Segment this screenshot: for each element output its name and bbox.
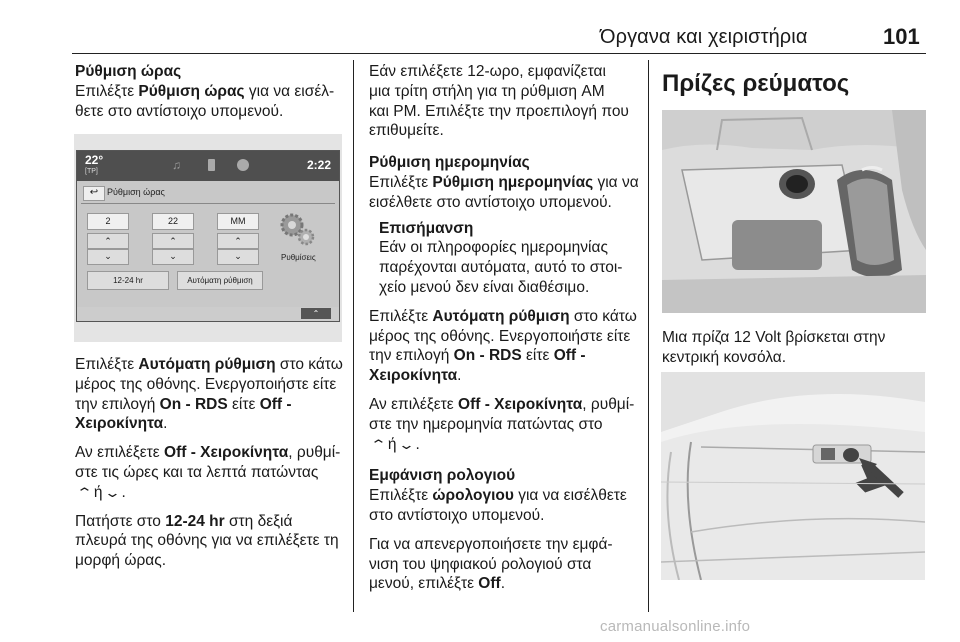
ampm-up-button[interactable] bbox=[217, 233, 259, 249]
chevron-down-icon: ⌄ bbox=[234, 251, 242, 261]
screen-bottom-bar bbox=[77, 307, 339, 321]
chevron-up-icon: ⌃ bbox=[312, 309, 320, 318]
screen-top-bar bbox=[77, 151, 339, 181]
paragraph: Επιλέξτε ώρολογιου για να εισέλθετε στο αντίστοιχο υπομενού. bbox=[369, 487, 627, 524]
note-box bbox=[369, 219, 644, 298]
figure-time-setting-screen bbox=[74, 134, 342, 342]
paragraph: Επιλέξτε Ρύθμιση ώρας για να εισέλ- θετε στο αντίστοιχο υπομενού. bbox=[75, 82, 335, 120]
column-divider bbox=[648, 60, 649, 612]
heading-date-setting: Ρύθμιση ημερομηνίας bbox=[369, 154, 530, 172]
column-divider bbox=[353, 60, 354, 612]
clock-display: 2:22 bbox=[306, 158, 331, 172]
chevron-down-icon: ⌄ bbox=[397, 436, 415, 452]
figure-trunk-outlet bbox=[661, 372, 925, 580]
screen-subtitle: Ρύθμιση ώρας bbox=[107, 187, 165, 197]
column-1-top bbox=[75, 62, 345, 121]
paragraph: Επιλέξτε Ρύθμιση ημερομηνίας για να εισέλθετε στο αντίστοιχο υπομενού. bbox=[369, 173, 639, 211]
note-text: Εάν οι πληροφορίες ημερομηνίας παρέχονται αυτόματα, αυτό το στοι- χείο μενού δεν είναι διαθέσιμο. bbox=[379, 239, 623, 296]
hour-down-button[interactable] bbox=[87, 249, 129, 265]
paragraph: Επιλέξτε Αυτόματη ρύθμιση στο κάτω μέρος της οθόνης. Ενεργοποιήστε είτε την επιλογή On - RDS είτε Off - Χειροκίνητα. bbox=[369, 307, 637, 385]
hour-up-button[interactable] bbox=[87, 233, 129, 249]
hour-value: 2 bbox=[87, 213, 129, 230]
chevron-up-icon: ⌃ bbox=[369, 436, 388, 452]
page-number: 101 bbox=[883, 24, 920, 49]
chevron-down-icon: ⌄ bbox=[104, 251, 112, 261]
paragraph: Αν επιλέξετε Off - Χειροκίνητα, ρυθμί- στε τις ώρες και τα λεπτά πατώντας ⌃ή⌄. bbox=[75, 444, 341, 501]
paragraph: Μια πρίζα 12 Volt βρίσκεται στην κεντρική κονσόλα. bbox=[662, 329, 886, 366]
column-2 bbox=[369, 62, 644, 594]
ampm-value: MM bbox=[217, 213, 259, 230]
header-rule bbox=[72, 53, 926, 54]
back-button[interactable] bbox=[83, 186, 105, 201]
section-title: Όργανα και χειριστήρια bbox=[600, 26, 808, 48]
ampm-down-button[interactable] bbox=[217, 249, 259, 265]
paragraph: Επιλέξτε Αυτόματη ρύθμιση στο κάτω μέρος της οθόνης. Ενεργοποιήστε είτε την επιλογή On - RDS είτε Off - Χειροκίνητα. bbox=[75, 356, 343, 433]
watermark: carmanualsonline.info bbox=[600, 618, 751, 635]
temperature: 22° bbox=[85, 153, 104, 167]
heading-time-setting: Ρύθμιση ώρας bbox=[75, 63, 182, 80]
figure-console-outlet bbox=[662, 110, 926, 313]
tp-indicator: [TP] bbox=[85, 168, 98, 175]
column-1-bottom bbox=[75, 355, 347, 571]
caption bbox=[662, 328, 926, 368]
note-heading: Επισήμανση bbox=[379, 219, 474, 237]
music-icon[interactable]: ♫ bbox=[172, 158, 181, 172]
chevron-up-icon: ⌃ bbox=[234, 236, 242, 246]
screen-frame bbox=[76, 150, 340, 322]
paragraph: Αν επιλέξετε Off - Χειροκίνητα, ρυθμί- στε την ημερομηνία πατώντας στο ⌃ή⌄. bbox=[369, 395, 635, 453]
chevron-up-icon: ⌃ bbox=[104, 236, 112, 246]
chevron-down-icon: ⌄ bbox=[169, 251, 177, 261]
globe-icon[interactable] bbox=[237, 159, 249, 171]
chevron-up-icon: ⌃ bbox=[75, 484, 94, 500]
minute-up-button[interactable] bbox=[152, 233, 194, 249]
12-24-hr-button[interactable]: 12-24 hr bbox=[87, 271, 169, 290]
chevron-up-icon: ⌃ bbox=[169, 236, 177, 246]
minute-down-button[interactable] bbox=[152, 249, 194, 265]
back-arrow-icon: ↩ bbox=[89, 187, 99, 198]
screen-divider bbox=[81, 203, 335, 204]
heading-power-outlets: Πρίζες ρεύματος bbox=[662, 70, 850, 97]
paragraph: Πατήστε στο 12-24 hr στη δεξιά πλευρά της οθόνης για να επιλέξετε τη μορφή ώρας. bbox=[75, 512, 339, 570]
settings-label: Ρυθμίσεις bbox=[281, 253, 316, 262]
paragraph: Για να απενεργοποιήσετε την εμφά- νιση του ψηφιακού ρολογιού στα μενού, επιλέξτε Off. bbox=[369, 535, 613, 593]
paragraph: Εάν επιλέξετε 12-ωρο, εμφανίζεται μια τρίτη στήλη για τη ρύθμιση AM και PM. Επιλέξτε την προεπιλογή που επιθυμείτε. bbox=[369, 63, 629, 140]
collapse-button[interactable] bbox=[301, 308, 331, 319]
gears-icon bbox=[277, 209, 317, 249]
heading-clock-display: Εμφάνιση ρολογιού bbox=[369, 467, 516, 485]
auto-set-button[interactable]: Αυτόματη ρύθμιση bbox=[177, 271, 263, 290]
minute-value: 22 bbox=[152, 213, 194, 230]
phone-icon[interactable] bbox=[208, 159, 215, 171]
chevron-down-icon: ⌄ bbox=[103, 484, 121, 500]
